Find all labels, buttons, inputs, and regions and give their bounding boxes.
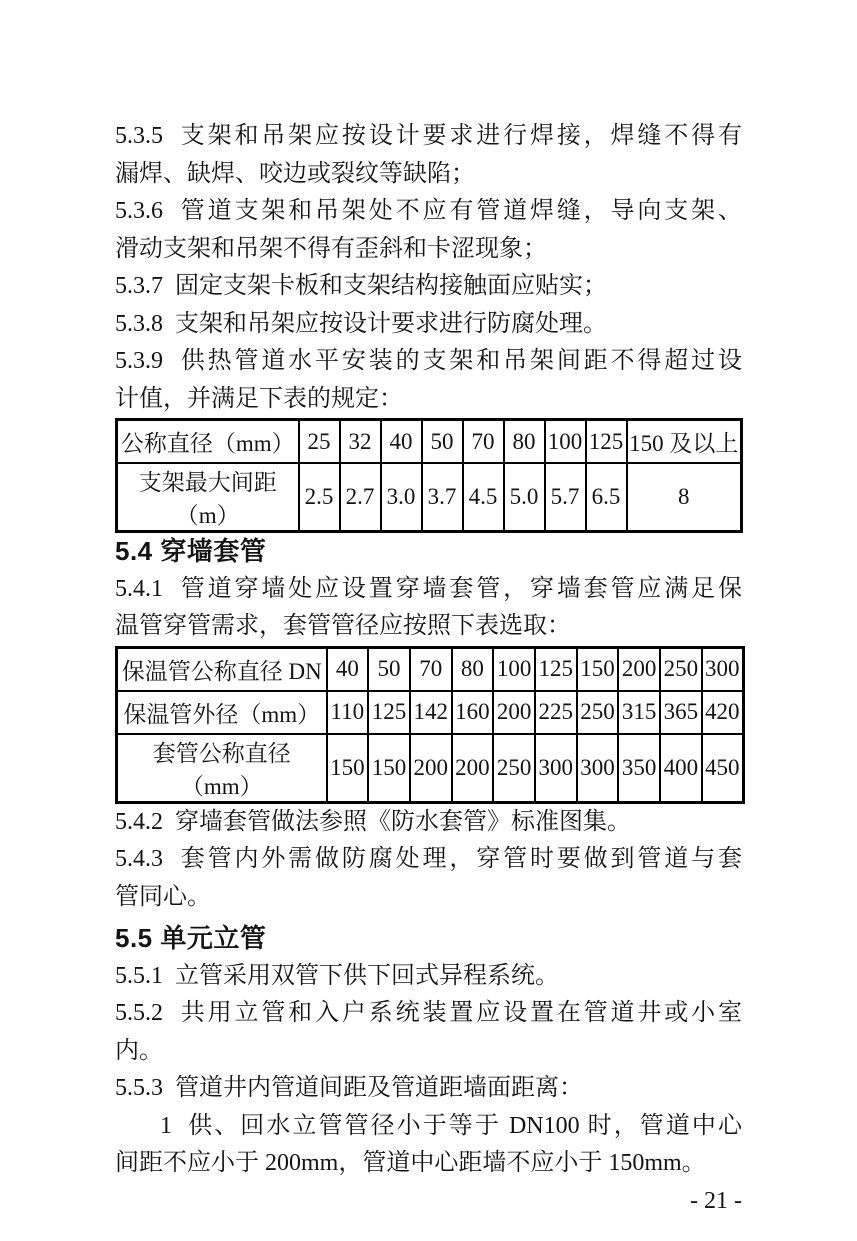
value-cell: 225 <box>535 691 577 734</box>
value-cell: 450 <box>702 734 744 803</box>
support-spacing-table <box>115 418 743 533</box>
value-cell: 250 <box>660 647 702 691</box>
clause-5-3-9-line-1: 5.3.9 供热管道水平安装的支架和吊架间距不得超过设 <box>115 348 742 374</box>
clause-5-3-7-line-1: 5.3.7 固定支架卡板和支架结构接触面应贴实； <box>115 273 607 299</box>
clause-5-4-3-line-1: 5.4.3 套管内外需做防腐处理，穿管时要做到管道与套 <box>115 846 742 872</box>
value-cell: 150 <box>577 647 619 691</box>
value-cell: 5.0 <box>504 463 545 532</box>
table-row <box>117 420 742 464</box>
page-number: - 21 - <box>690 1187 742 1214</box>
list-item-1-line-2: 间距不应小于 200mm，管道中心距墙不应小于 150mm。 <box>115 1150 706 1176</box>
value-cell: 2.7 <box>340 463 381 532</box>
value-cell: 40 <box>381 420 422 464</box>
clause-5-5-1-line-1: 5.5.1 立管采用双管下供下回式异程系统。 <box>115 962 559 989</box>
table-row <box>117 647 744 691</box>
clause-5-4-1-line-1: 5.4.1 管道穿墙处应设置穿墙套管，穿墙套管应满足保 <box>115 575 742 602</box>
value-cell: 200 <box>452 734 494 803</box>
clause-5-3-9-line-2: 计值，并满足下表的规定： <box>115 385 403 412</box>
table-row <box>117 463 742 532</box>
value-cell: 125 <box>535 647 577 691</box>
sleeve-size-table <box>115 646 745 804</box>
clause-5-3-8-line-1: 5.3.8 支架和吊架应按设计要求进行防腐处理。 <box>115 310 607 337</box>
value-cell: 80 <box>452 647 494 691</box>
value-cell: 125 <box>586 420 627 464</box>
value-cell: 70 <box>410 647 452 691</box>
value-cell: 50 <box>368 647 410 691</box>
clause-5-3-5-line-1: 5.3.5 支架和吊架应按设计要求进行焊接，焊缝不得有 <box>115 123 742 149</box>
value-cell: 6.5 <box>586 463 627 532</box>
value-cell: 200 <box>410 734 452 803</box>
value-cell: 8 <box>627 463 742 532</box>
table-row <box>117 691 744 734</box>
value-cell: 100 <box>493 647 535 691</box>
row-header-cell: 保温管公称直径 DN <box>117 647 327 691</box>
value-cell: 2.5 <box>299 463 340 532</box>
row-header-cell: 套管公称直径（mm） <box>117 734 327 803</box>
value-cell: 160 <box>452 691 494 734</box>
value-cell: 50 <box>422 420 463 464</box>
value-cell: 300 <box>535 734 577 803</box>
value-cell: 40 <box>327 647 369 691</box>
value-cell: 25 <box>299 420 340 464</box>
clause-5-4-1-line-2: 温管穿管需求，套管管径应按照下表选取： <box>115 613 571 639</box>
value-cell: 420 <box>702 691 744 734</box>
value-cell: 100 <box>545 420 586 464</box>
value-cell: 3.0 <box>381 463 422 532</box>
clause-5-3-6-line-2: 滑动支架和吊架不得有歪斜和卡涩现象； <box>115 235 547 262</box>
value-cell: 110 <box>327 691 369 734</box>
value-cell: 300 <box>702 647 744 691</box>
value-cell: 250 <box>577 691 619 734</box>
value-cell: 365 <box>660 691 702 734</box>
value-cell: 300 <box>577 734 619 803</box>
value-cell: 32 <box>340 420 381 464</box>
value-cell: 315 <box>618 691 660 734</box>
table-row <box>117 734 744 803</box>
value-cell: 250 <box>493 734 535 803</box>
clause-5-3-5-line-2: 漏焊、缺焊、咬边或裂纹等缺陷； <box>115 160 475 187</box>
clause-5-4-3-line-2: 管同心。 <box>115 883 211 910</box>
value-cell: 150 <box>368 734 410 803</box>
clause-5-5-3-line-1: 5.5.3 管道井内管道间距及管道距墙面距离： <box>115 1075 583 1101</box>
clause-5-4-2-line-1: 5.4.2 穿墙套管做法参照《防水套管》标准图集。 <box>115 808 631 835</box>
value-cell: 350 <box>618 734 660 803</box>
value-cell: 70 <box>463 420 504 464</box>
value-cell: 150 <box>327 734 369 803</box>
value-cell: 142 <box>410 691 452 734</box>
value-cell: 200 <box>618 647 660 691</box>
list-item-1-line-1: 1 供、回水立管管径小于等于 DN100 时，管道中心 <box>160 1112 742 1139</box>
row-header-cell: 公称直径（mm） <box>117 420 299 464</box>
clause-5-3-6-line-1: 5.3.6 管道支架和吊架处不应有管道焊缝，导向支架、 <box>115 198 742 224</box>
clause-5-5-2-line-2: 内。 <box>115 1037 163 1064</box>
value-cell: 125 <box>368 691 410 734</box>
row-header-cell: 保温管外径（mm） <box>117 691 327 734</box>
value-cell: 400 <box>660 734 702 803</box>
row-header-cell: 支架最大间距（m） <box>117 463 299 532</box>
value-cell: 200 <box>493 691 535 734</box>
value-cell: 150 及以上 <box>627 420 742 464</box>
section-heading-5-4: 5.4 穿墙套管 <box>115 536 267 566</box>
value-cell: 3.7 <box>422 463 463 532</box>
page-content <box>115 118 742 1220</box>
value-cell: 5.7 <box>545 463 586 532</box>
value-cell: 80 <box>504 420 545 464</box>
clause-5-5-2-line-1: 5.5.2 共用立管和入户系统装置应设置在管道井或小室 <box>115 1000 742 1026</box>
section-heading-5-5: 5.5 单元立管 <box>115 923 267 953</box>
value-cell: 4.5 <box>463 463 504 532</box>
